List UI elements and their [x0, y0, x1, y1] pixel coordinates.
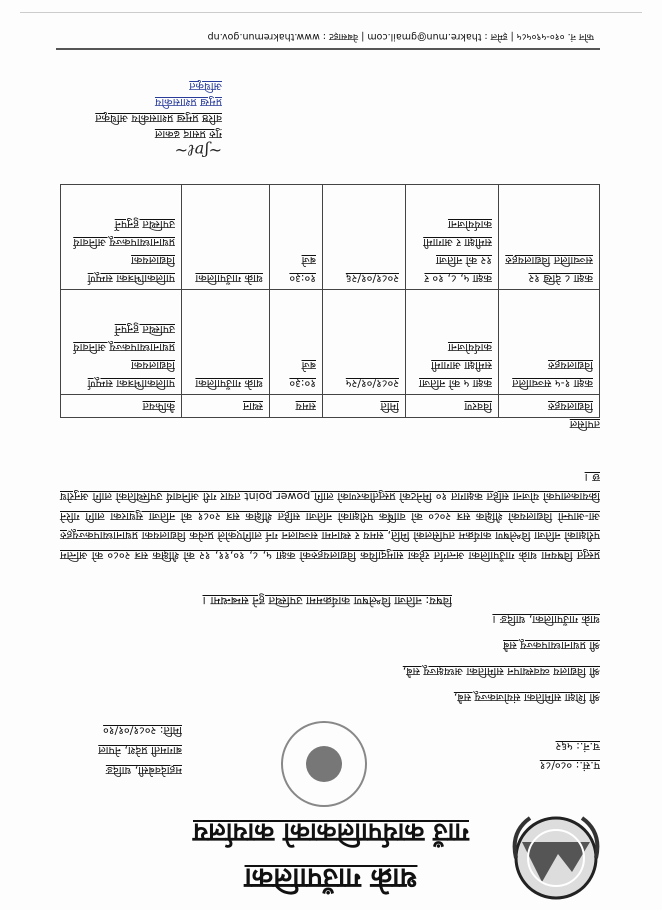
page-edge-line — [20, 12, 642, 13]
cell: कक्षा ५, ८, १० र १२ को नतिजा समीक्षा र आगामी कार्ययोजना — [406, 185, 499, 290]
subject-line: विषय: नतिजा विश्लेषण कार्यक्रममा उपस्थित हुने सम्बन्धमा । — [202, 594, 452, 608]
header-cell: मिति — [323, 395, 406, 418]
blue-stamp-line: अधिकृत — [189, 80, 222, 93]
cell: कक्षा ८ देखि १२ सञ्चालित विद्यालयहरु — [499, 185, 600, 290]
signatory-title: वरिष्ठ प्रमुख प्रशासकीय अधिकृत — [95, 112, 222, 125]
cell: १०:३० बजे — [270, 290, 323, 395]
reference-block — [540, 737, 600, 775]
signatory-name: गुरु प्रसाद ढकाल — [154, 128, 222, 141]
body-paragraph: प्रस्तुत विषयमा थाक्रे गाउँपालिका अन्तर्गत रहेका सामुदायिक विद्यालयहरुको कक्षा ५, ८, १०,११, १२ को शैक्षिक सत्र २०८० को अन्तिम परीक्षाको नतिजा विश्लेषण कार्यक्रम तपसिलको मिति, समय र स्थानमा सञ्चालन गर्न लागिएकोले प्रत्येक विद्यालयका प्रधानाध्यापकज्यूहरु आ-आफ्नो विद्यालयको शैक्षिक सत्र २०८० को वार्षिक परीक्षाको नतिजा सहित शैक्षिक सत्र २०८१ को नतिजा सुधारका लागि गरिने क्रियाकलापको योजना सहित कक्षागत १० मिनेटको प्रस्तुतीकरणको लागि power point तयार गरी अनिवार्य उपस्थितिको लागि अनुरोध छ । — [60, 471, 600, 562]
cell: थाक्रे गाउँपालिका — [182, 290, 270, 395]
header-cell: विद्यालयहरु — [499, 395, 600, 418]
header-cell: विवरण — [406, 395, 499, 418]
address-line: बागमती प्रदेश, नेपाल — [98, 744, 182, 757]
cell: कक्षा १-५ सञ्चालित विद्यालयहरु — [499, 290, 600, 395]
header-cell: स्थान — [182, 395, 270, 418]
handwritten-signature: ~ʃɐℓ~ — [174, 141, 222, 160]
recipients — [403, 606, 600, 710]
office-name: गाउँ कार्यपालिकाको कार्यालय — [193, 817, 469, 847]
recipient: श्री प्रधानाध्यापकज्यू सबै — [503, 639, 600, 652]
office-round-stamp — [278, 718, 370, 810]
office-address — [98, 720, 182, 780]
cell: १०:३० बजे — [270, 185, 323, 290]
municipality-name: थाक्रे गाउँपालिका — [244, 862, 418, 895]
blue-stamp-line: प्रमुख प्रशासकीय — [154, 96, 222, 109]
letter-date: मिति: २०८१/०१/१० — [103, 724, 182, 737]
ref-number: प.सं.: ०८०/८१ — [539, 759, 600, 772]
signature-block — [95, 78, 222, 158]
footer-contact: फोन नं. ०१०-५९०५८५ | इमेल : thakre.mun@gmail.com | वेबसाइट : www.thakremun.gov.np — [56, 31, 600, 50]
recipient: थाक्रे गाउँपालिका, धादिङ । — [492, 613, 600, 626]
schedule-label: तपसिल — [569, 418, 600, 431]
table-row — [61, 290, 600, 395]
cell: पालिकाभित्रका सम्पूर्ण विद्यालयका प्रधानाध्यापकज्यू अनिवार्य उपस्थित हुनुपर्ने — [61, 185, 182, 290]
dispatch-number: च.नं.: ५६२ — [555, 740, 600, 753]
cell: पालिकाभित्रका सम्पूर्ण विद्यालयका प्रधानाध्यापकज्यू अनिवार्य उपस्थित हुनुपर्ने — [61, 290, 182, 395]
cell: थाक्रे गाउँपालिका — [182, 185, 270, 290]
table-header-row — [61, 395, 600, 418]
address-line: महादेवबेसी, धादिङ — [105, 764, 182, 777]
cell: २०८१/०१/२६ — [323, 185, 406, 290]
header-cell: समय — [270, 395, 323, 418]
header-cell: कैफियत — [61, 395, 182, 418]
recipient: श्री शिक्षा समितिका संयोजकज्यू सबै, — [453, 691, 600, 704]
schedule-table — [60, 184, 600, 418]
recipient: श्री विद्यालय व्यवस्थापन समितिका अध्यक्षज्यू सबै, — [402, 665, 600, 678]
cell: २०८१/०१/२५ — [323, 290, 406, 395]
table-row — [61, 185, 600, 290]
cell: कक्षा ५ को नतिजा समीक्षा आगामी कार्ययोजना — [406, 290, 499, 395]
